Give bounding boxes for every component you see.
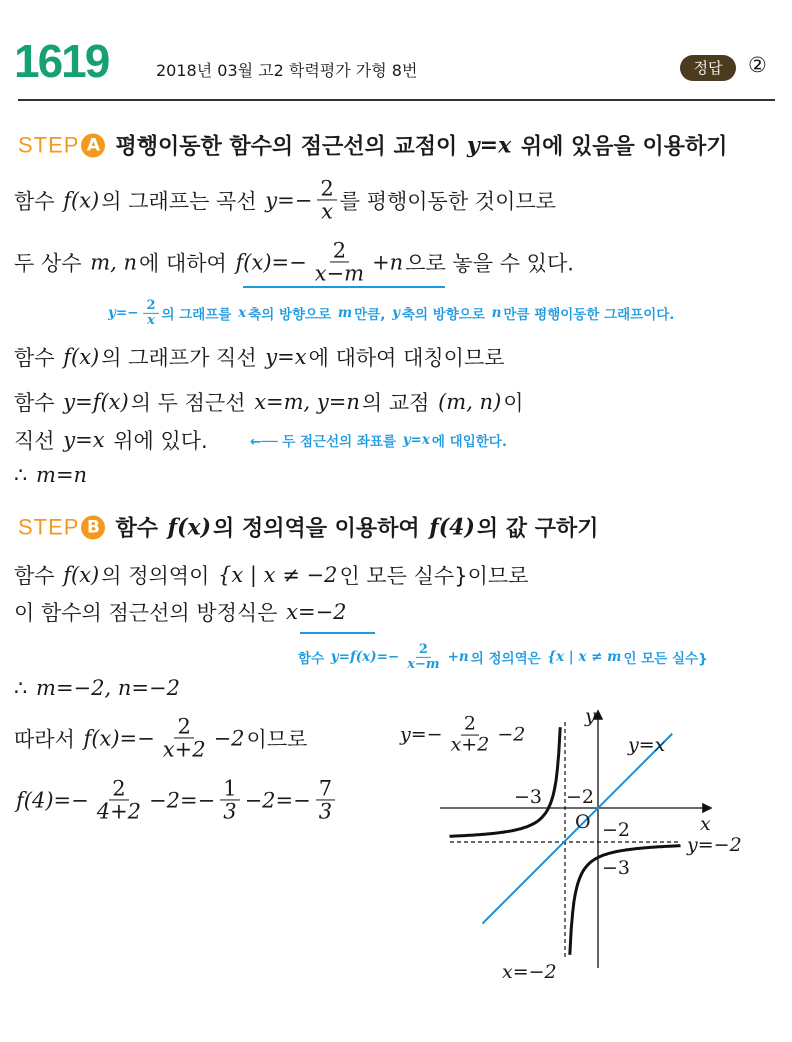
text-segment: 평행이동한 함수의 점근선의 교점이 [115, 134, 465, 160]
step-badge: B [81, 515, 105, 539]
text-line [14, 560, 528, 590]
math-expression: f(x)=− [235, 250, 307, 274]
text-segment: 따라서 [14, 727, 82, 751]
denominator: x−m [407, 656, 440, 672]
text-segment: 축의 방향으로 [401, 307, 490, 323]
step-a-title [115, 130, 727, 161]
text-segment: 함수 [115, 516, 166, 542]
text-segment: 함수 [14, 391, 62, 415]
fraction [316, 777, 335, 822]
text-segment: ∴ [14, 676, 35, 700]
y-intercept-label: −3 [602, 857, 631, 879]
step-a-heading [18, 130, 727, 161]
y-tick-label: −2 [602, 819, 631, 841]
text-segment: 의 정의역을 이용하여 [213, 516, 428, 542]
text-line [14, 239, 574, 284]
text-segment: 의 그래프를 [161, 307, 237, 323]
denominator: 3 [223, 799, 237, 824]
text-segment: 이 [503, 391, 524, 415]
x-tick-label: −2 [566, 786, 595, 808]
denominator: 3 [318, 799, 333, 824]
denominator: x−m [314, 261, 365, 286]
text-segment: 인 모든 실수} [623, 651, 708, 667]
fraction [160, 715, 209, 760]
x-axis-label: x [700, 813, 711, 835]
y-axis-label: y [585, 705, 596, 727]
text-line [14, 463, 89, 487]
step-b-title [115, 512, 598, 543]
math-expression: +n [372, 250, 404, 274]
text-segment: 에 대하여 [139, 251, 234, 275]
side-note [250, 430, 507, 450]
line-label: y=x [628, 734, 666, 756]
denominator: 4+2 [96, 799, 142, 824]
math-expression: m, n [90, 250, 138, 274]
curve-label [398, 712, 527, 756]
math-expression: y=− [400, 724, 443, 746]
text-segment: ∴ [14, 463, 35, 487]
math-expression: f(x) [63, 345, 100, 369]
math-expression: x [238, 305, 247, 321]
problem-source: 2018년 03월 고2 학력평가 가형 8번 [156, 61, 418, 80]
math-expression: f(4) [429, 514, 475, 540]
math-expression: y [392, 305, 400, 321]
side-note [106, 299, 674, 327]
text-segment: 함수 [14, 189, 62, 213]
math-expression: f(4)=− [16, 788, 89, 812]
math-expression: −2=− [149, 788, 216, 812]
text-segment: 축의 방향으로 [248, 307, 336, 323]
text-segment: 함수 [298, 651, 329, 667]
math-expression: m=n [36, 463, 88, 487]
text-segment: 의 정의역이 [101, 564, 217, 588]
numerator: 2 [416, 643, 431, 658]
text-segment: 를 평행이동한 것이므로 [339, 189, 556, 213]
math-expression: x=−2 [286, 600, 347, 624]
denominator: x+2 [450, 733, 490, 756]
fraction [448, 712, 493, 756]
step-label: STEP [18, 132, 80, 157]
origin-label: O [575, 811, 591, 833]
math-expression: x=m, y=n [254, 390, 360, 414]
text-segment: 인 모든 실수}이므로 [339, 564, 529, 588]
numerator: 2 [330, 239, 349, 262]
horizontal-asymptote-label: y=−2 [687, 834, 742, 856]
math-expression: y=x [466, 132, 512, 158]
fraction [312, 239, 367, 284]
highlight-underline [300, 632, 375, 634]
side-note [298, 643, 708, 671]
text-segment: 위에 있음을 이용하기 [513, 134, 728, 160]
text-line [14, 597, 349, 627]
math-expression: f(x)=− [83, 726, 155, 750]
step-b-heading [18, 512, 598, 543]
math-expression: −2 [213, 726, 245, 750]
text-segment: 의 값 구하기 [476, 516, 599, 542]
math-expression: −2 [497, 724, 526, 746]
math-expression: m=−2, n=−2 [36, 676, 180, 700]
fraction [143, 299, 158, 327]
answer-value: ② [748, 53, 767, 77]
math-expression: y=f(x) [63, 390, 129, 414]
text-segment: 의 두 점근선 [130, 391, 253, 415]
math-expression: y=x [63, 428, 105, 452]
text-segment: 에 대입한다. [431, 434, 507, 450]
problem-number: 1619 [14, 35, 109, 87]
text-line [14, 715, 307, 760]
text-segment: 만큼 평행이동한 그래프이다. [503, 307, 675, 323]
math-expression: y=x [402, 432, 430, 448]
fraction [404, 643, 442, 671]
vertical-asymptote-label: x=−2 [502, 961, 557, 983]
math-expression: {x | x ≠ −2 [218, 563, 338, 587]
math-expression: m [337, 305, 353, 321]
text-line [14, 676, 182, 700]
text-segment: 의 교점 [361, 391, 437, 415]
text-line [14, 425, 208, 455]
text-segment: 직선 [14, 429, 62, 453]
numerator: 1 [220, 777, 239, 800]
math-expression: +n [447, 649, 469, 665]
math-expression: f(x) [167, 514, 212, 540]
text-line [14, 342, 505, 372]
math-expression: y=f(x)=− [330, 649, 400, 665]
math-expression: y=− [108, 305, 139, 321]
numerator: 2 [143, 299, 158, 314]
fraction [317, 177, 336, 222]
text-segment: 함수 [14, 564, 62, 588]
math-expression: y=x [265, 345, 307, 369]
answer-label-badge: 정답 [680, 55, 736, 81]
denominator: x+2 [162, 737, 206, 762]
text-segment: 이므로 [246, 727, 308, 751]
step-badge: A [81, 133, 105, 157]
text-segment: 의 정의역은 [470, 651, 546, 667]
text-segment: 으로 놓을 수 있다. [405, 251, 574, 275]
text-line [14, 177, 556, 222]
text-segment: ←── 두 점근선의 좌표를 [250, 434, 401, 450]
text-line [14, 777, 338, 822]
numerator: 2 [317, 177, 336, 200]
x-intercept-label: −3 [514, 786, 543, 808]
math-expression: (m, n) [438, 390, 502, 414]
denominator: x [321, 199, 333, 224]
numerator: 2 [109, 777, 128, 800]
text-segment: 의 그래프는 곡선 [101, 189, 264, 213]
math-expression: −2=− [244, 788, 311, 812]
text-line [14, 387, 524, 417]
math-expression: f(x) [63, 188, 100, 212]
numerator: 2 [174, 715, 193, 738]
denominator: x [147, 312, 155, 328]
numerator: 7 [316, 777, 335, 800]
header-divider [18, 99, 775, 101]
step-label: STEP [18, 514, 80, 539]
text-segment: 이 함수의 점근선의 방정식은 [14, 601, 285, 625]
text-segment: 만큼, [354, 307, 391, 323]
math-expression: n [491, 305, 502, 321]
text-segment: 에 대하여 대칭이므로 [308, 346, 505, 370]
numerator: 2 [461, 715, 479, 736]
text-segment: 의 그래프가 직선 [101, 346, 264, 370]
fraction [220, 777, 239, 822]
math-expression: {x | x ≠ m [547, 649, 622, 665]
text-segment: 두 상수 [14, 251, 89, 275]
math-expression: f(x) [63, 563, 100, 587]
highlight-underline [243, 286, 445, 288]
text-segment: 위에 있다. [106, 429, 208, 453]
fraction [94, 777, 144, 822]
text-segment: 함수 [14, 346, 62, 370]
math-expression: y=− [265, 188, 313, 212]
